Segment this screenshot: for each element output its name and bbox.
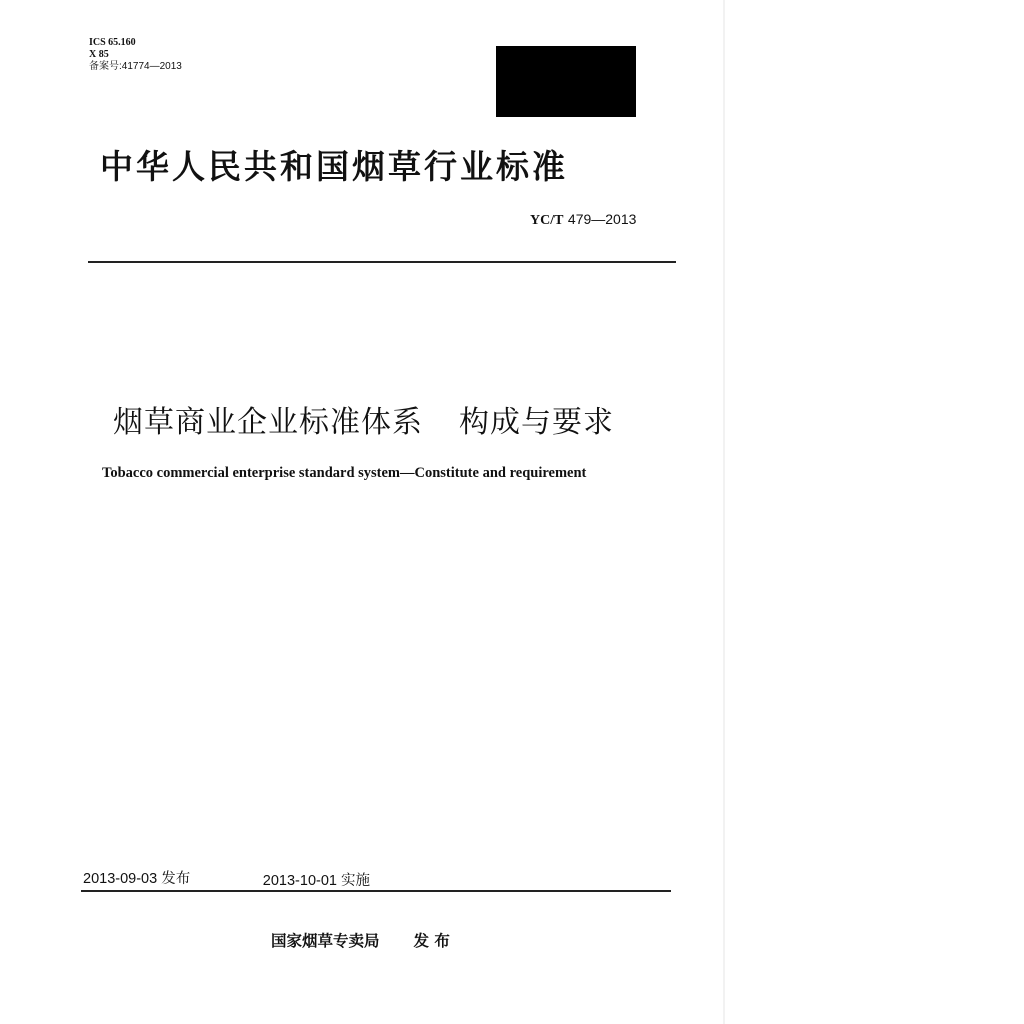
filing-number: 备案号:41774—2013 (89, 61, 182, 72)
classification-block (89, 37, 182, 73)
publisher-line (271, 929, 450, 951)
ccs-code: X 85 (89, 49, 109, 60)
standard-code-tag: YC/T (530, 213, 564, 228)
publisher-name: 国家烟草专卖局 (271, 932, 380, 950)
redaction-block (496, 46, 636, 117)
publisher-action: 发 布 (413, 932, 450, 950)
top-divider (88, 261, 676, 263)
issue-date: 2013-09-03 发布 (83, 871, 191, 887)
standard-code-number: 479—2013 (567, 211, 637, 227)
document-title-main: 烟草商业企业标准体系 (113, 405, 423, 440)
document-title-sub: 构成与要求 (459, 405, 614, 440)
ics-code: ICS 65.160 (89, 37, 136, 48)
org-title: 中华人民共和国烟草行业标准 (100, 147, 568, 186)
document-title-en: Tobacco commercial enterprise standard system—Constitute and requirement (102, 465, 587, 481)
bottom-divider (81, 890, 671, 892)
blank-margin (725, 0, 1024, 1024)
document-title-zh (113, 397, 614, 441)
implementation-date: 2013-10-01 实施 (262, 873, 370, 889)
standard-code (530, 211, 636, 229)
